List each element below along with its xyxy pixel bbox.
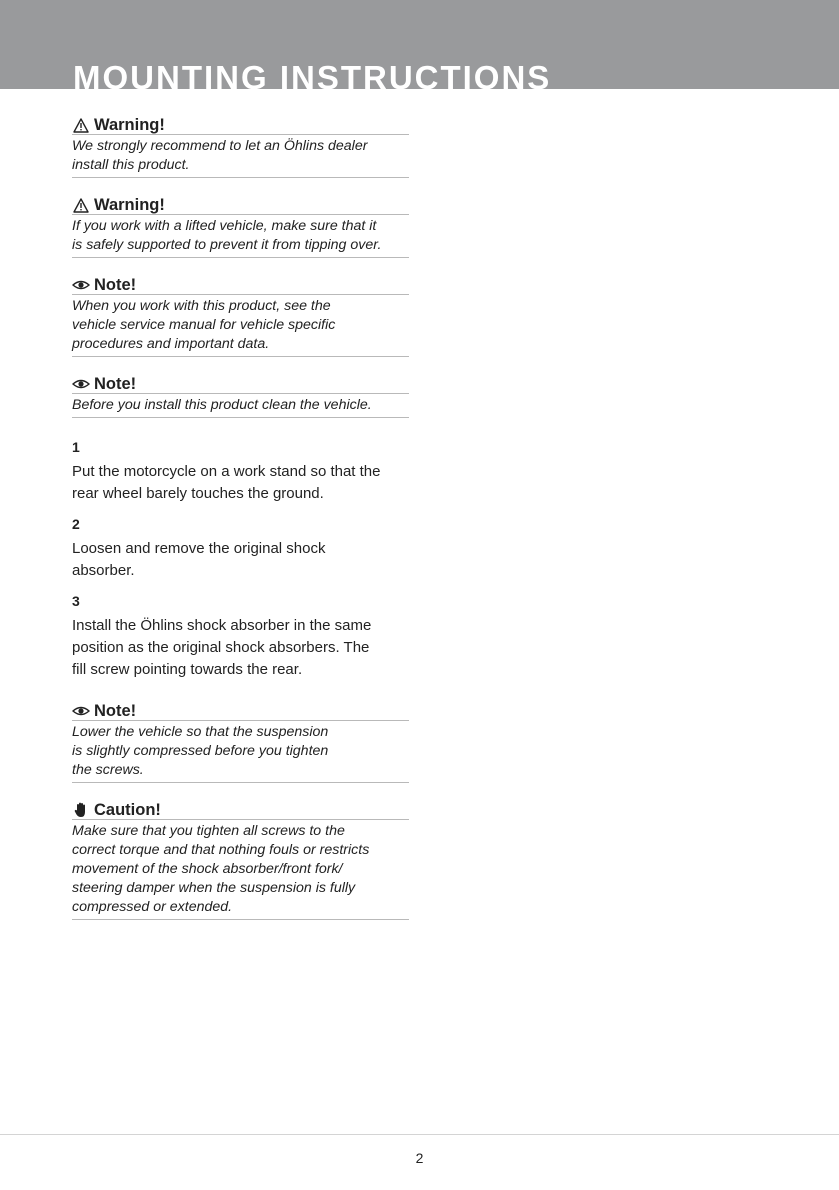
notice-heading: [72, 276, 409, 294]
step-number: 1: [72, 439, 80, 455]
notice-heading: [72, 196, 409, 214]
note-notice: [72, 702, 409, 783]
notice-body: When you work with this product, see the vehicle service manual for vehicle specific procedures and important data.: [72, 294, 409, 357]
eye-icon: [72, 277, 90, 293]
footer-divider: [0, 1134, 839, 1135]
notice-heading-text: Warning!: [94, 196, 165, 214]
page-title: MOUNTING INSTRUCTIONS: [73, 59, 552, 89]
instructions-column: [72, 116, 409, 920]
warning-notice: [72, 196, 409, 258]
caution-notice: [72, 801, 409, 920]
step-item: [72, 515, 409, 582]
step-text: Loosen and remove the original shock absorber.: [72, 540, 326, 579]
step-number: 3: [72, 593, 80, 609]
notice-heading-text: Caution!: [94, 801, 161, 819]
warning-triangle-icon: [72, 117, 90, 133]
page-number: 2: [415, 1150, 424, 1166]
notice-body: Before you install this product clean the vehicle.: [72, 393, 409, 418]
notice-body: If you work with a lifted vehicle, make sure that it is safely supported to prevent it from tipping over.: [72, 214, 409, 258]
notice-body: Lower the vehicle so that the suspension is slightly compressed before you tighten the screws.: [72, 720, 409, 783]
step-number: 2: [72, 516, 80, 532]
eye-icon: [72, 376, 90, 392]
note-notice: [72, 375, 409, 418]
warning-notice: [72, 116, 409, 178]
header-band: [0, 0, 839, 89]
notice-body: We strongly recommend to let an Öhlins dealer install this product.: [72, 134, 409, 178]
step-text: Put the motorcycle on a work stand so that the rear wheel barely touches the ground.: [72, 463, 381, 502]
notice-heading: [72, 702, 409, 720]
eye-icon: [72, 703, 90, 719]
notice-body: Make sure that you tighten all screws to the correct torque and that nothing fouls or restricts movement of the shock absorber/front fork/ steering damper when the suspension is fully compressed or extended.: [72, 819, 409, 920]
notice-heading-text: Note!: [94, 702, 137, 720]
note-notice: [72, 276, 409, 357]
hand-icon: [72, 802, 90, 818]
step-text: Install the Öhlins shock absorber in the same position as the original shock absorbers. The fill screw pointing towards the rear.: [72, 617, 372, 678]
step-item: [72, 592, 409, 681]
notice-heading-text: Note!: [94, 276, 137, 294]
notice-heading: [72, 116, 409, 134]
warning-triangle-icon: [72, 197, 90, 213]
step-item: [72, 438, 409, 505]
notice-heading: [72, 375, 409, 393]
notice-heading-text: Warning!: [94, 116, 165, 134]
notice-heading-text: Note!: [94, 375, 137, 393]
notice-heading: [72, 801, 409, 819]
